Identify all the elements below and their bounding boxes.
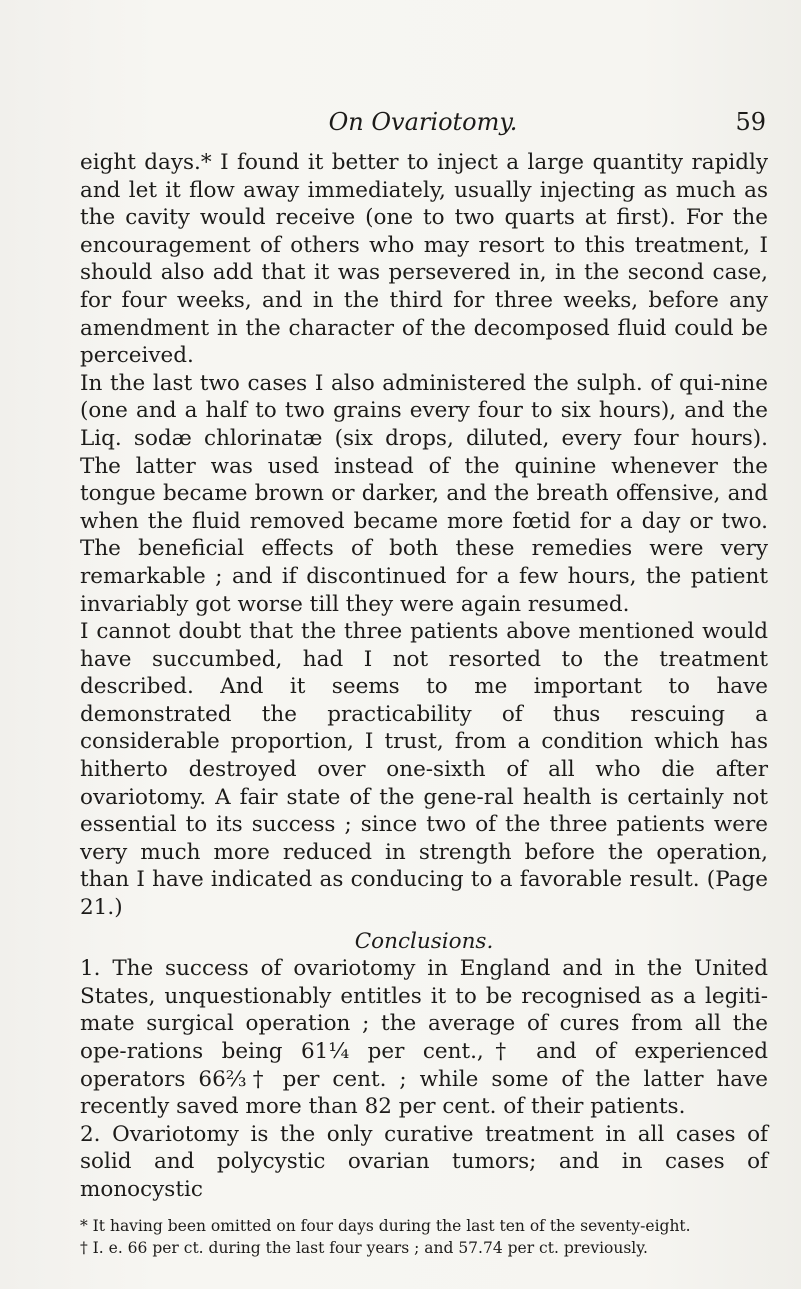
footnote: * It having been omitted on four days during the last ten of the seventy-eight. bbox=[80, 1217, 691, 1235]
footnote: † I. e. 66 per ct. during the last four years ; and 57.74 per ct. previously. bbox=[80, 1239, 648, 1257]
page-number: 59 bbox=[735, 108, 766, 136]
paragraph: 1. The success of ovariotomy in England and in the United States, unquestionably entitles it to be recognised as a legiti-mate surgical operation ; the average of cures from all the ope-rations being 61¼ per cent.,† and of experienced operators 66⅔† per cent. ; while some of the latter have recently saved more than 82 per cent. of their patients. bbox=[80, 956, 768, 1120]
section-heading: Conclusions. bbox=[354, 928, 494, 954]
body-text bbox=[80, 149, 768, 1204]
running-head bbox=[78, 104, 768, 140]
paragraph: In the last two cases I also administered the sulph. of qui-nine (one and a half to two grains every four to six hours), and the Liq. sodæ chlorinatæ (six drops, diluted, every four hours). The latter was used instead of the quinine whenever the tongue became brown or darker, and the breath offensive, and when the fluid removed became more fœtid for a day or two. The beneficial effects of both these remedies were very remarkable ; and if discontinued for a few hours, the patient invariably got worse till they were again resumed. bbox=[80, 370, 768, 617]
paragraph: 2. Ovariotomy is the only curative treatment in all cases of solid and polycystic ovarian tumors; and in cases of monocystic bbox=[80, 1121, 768, 1202]
paragraph: I cannot doubt that the three patients above mentioned would have succumbed, had I not resorted to the treatment described. And it seems to me important to have demonstrated the practicability of thus rescuing a considerable proportion, I trust, from a condition which has hitherto destroyed over one-sixth of all who die after ovariotomy. A fair state of the gene-ral health is certainly not essential to its success ; since two of the three patients were very much more reduced in strength before the operation, than I have indicated as conducing to a favorable result. (Page 21.) bbox=[80, 619, 768, 921]
paragraph: eight days.* I found it better to inject a large quantity rapidly and let it flow away immediately, usually injecting as much as the cavity would receive (one to two quarts at first). For the encouragement of others who may resort to this treatment, I should also add that it was persevered in, in the second case, for four weeks, and in the third for three weeks, before any amendment in the character of the decomposed fluid could be perceived. bbox=[80, 150, 768, 369]
running-title: On Ovariotomy. bbox=[328, 108, 518, 136]
footnotes bbox=[80, 1215, 770, 1259]
